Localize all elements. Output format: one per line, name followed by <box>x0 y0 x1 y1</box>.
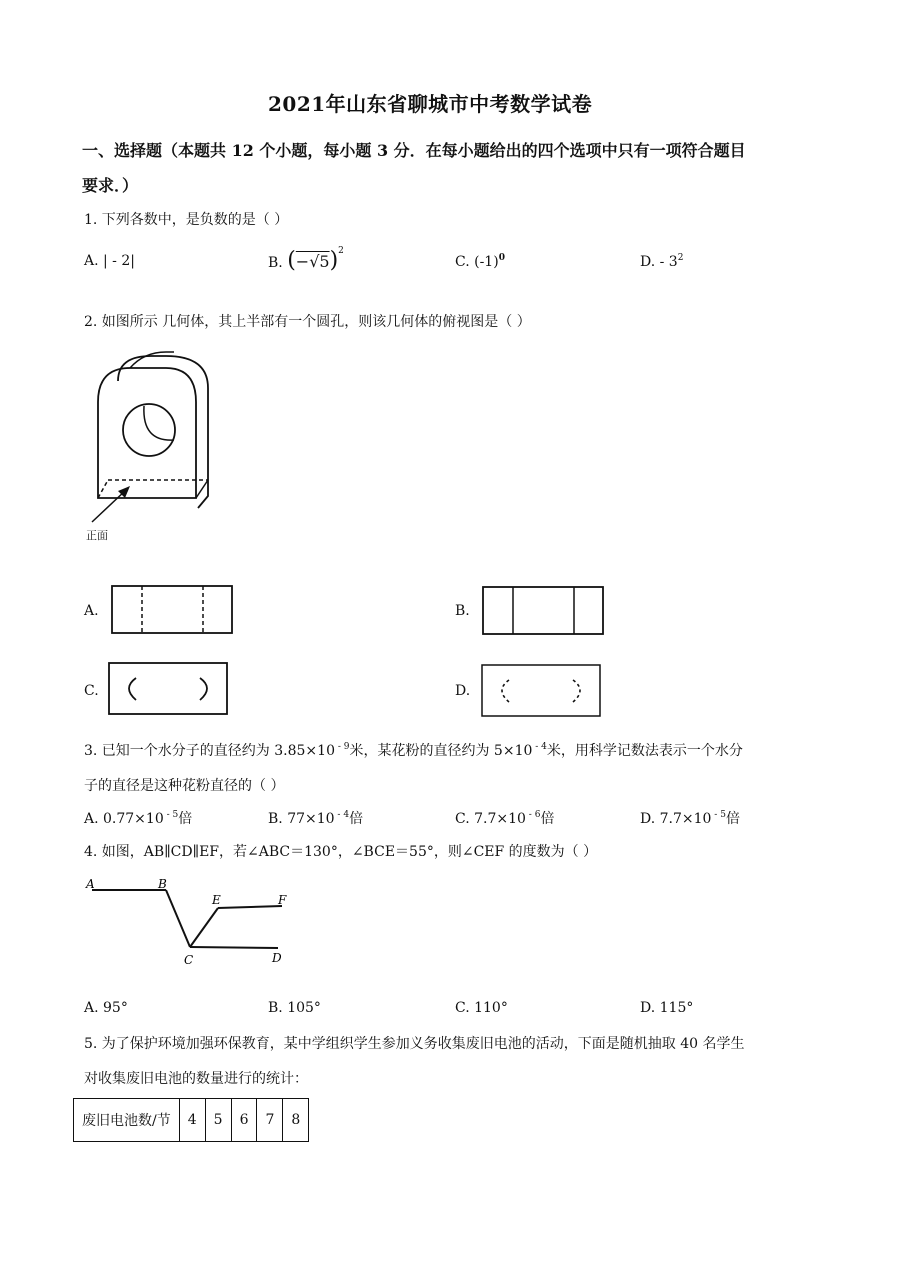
question-2-stem: 2. 如图所示 几何体，其上半部有一个圆孔，则该几何体的俯视图是（ ） <box>84 314 531 330</box>
q3-c-exp: - 6 <box>525 810 541 820</box>
table-cell: 5 <box>205 1099 231 1142</box>
angle-figure <box>84 872 304 972</box>
q3-part3: 米，用科学记数法表示一个水分 <box>546 743 743 759</box>
point-a-label: A <box>86 877 95 891</box>
q3-b-text: B. 77×10 <box>268 811 335 827</box>
question-1-option-c <box>455 253 505 270</box>
point-b-label: B <box>158 877 167 891</box>
q3-b-exp: - 4 <box>334 810 350 820</box>
battery-count-table <box>73 1098 309 1142</box>
point-e-label: E <box>212 893 221 907</box>
option-c-exponent: 0 <box>498 253 505 263</box>
point-c-label: C <box>184 953 194 967</box>
q3-a-suffix: 倍 <box>178 811 193 827</box>
point-f-label: F <box>278 893 287 907</box>
section-heading-line2: 要求．） <box>82 176 139 195</box>
question-4-option-c: C. 110° <box>455 1000 508 1016</box>
question-4-option-b: B. 105° <box>268 1000 321 1016</box>
question-3-option-c <box>455 808 554 828</box>
question-5-line1: 5. 为了保护环境加强环保教育，某中学组织学生参加义务收集废旧电池的活动，下面是随机抽取 40 名学生 <box>84 1036 745 1052</box>
q3-a-text: A. 0.77×10 <box>84 811 164 827</box>
table-cell: 4 <box>179 1099 205 1142</box>
option-b-close-paren: ) <box>329 248 339 273</box>
q3-c-suffix: 倍 <box>540 811 555 827</box>
option-d-exponent: 2 <box>677 253 684 263</box>
question-2-option-d-figure <box>481 664 603 718</box>
front-label: 正面 <box>86 529 108 542</box>
option-b-radical: −√5 <box>295 252 330 271</box>
question-4-option-a: A. 95° <box>84 1000 128 1016</box>
q3-exp1: - 9 <box>334 742 350 752</box>
q3-exp2: - 4 <box>532 742 547 752</box>
page-title: 2021年山东省聊城市中考数学试卷 <box>268 92 593 116</box>
q3-b-suffix: 倍 <box>349 811 364 827</box>
question-3-option-d <box>640 808 740 828</box>
question-2-option-c-label: C. <box>84 683 99 699</box>
option-c-text: C. (-1) <box>455 254 499 270</box>
solid-figure <box>84 350 224 550</box>
point-d-label: D <box>272 951 282 965</box>
question-1-option-b <box>268 246 344 273</box>
q3-d-exp: - 5 <box>711 810 726 820</box>
q3-a-exp: - 5 <box>163 810 179 820</box>
question-1-option-d <box>640 253 683 270</box>
q3-d-text: D. 7.7×10 <box>640 811 712 827</box>
question-4-stem: 4. 如图，AB∥CD∥EF，若∠ABC＝130°，∠BCE＝55°，则∠CEF 的度数为（ ） <box>84 844 598 860</box>
question-3-line2: 子的直径是这种花粉直径的（ ） <box>84 778 285 794</box>
question-1-option-a: A. | - 2| <box>84 253 135 269</box>
option-d-text: D. - 3 <box>640 254 678 270</box>
question-2-option-d-label: D. <box>455 683 471 699</box>
option-b-exponent: 2 <box>338 246 344 256</box>
section-heading-line1: 一、选择题（本题共 12 个小题，每小题 3 分．在每小题给出的四个选项中只有一项符合题目 <box>82 141 746 160</box>
option-b-prefix: B. <box>268 255 283 271</box>
question-3-option-a <box>84 808 192 828</box>
q3-c-text: C. 7.7×10 <box>455 811 526 827</box>
question-2-option-a-figure <box>111 585 233 635</box>
q3-part2: 米，某花粉的直径约为 5×10 <box>349 743 533 759</box>
table-row <box>74 1099 309 1142</box>
question-2-option-b-figure <box>482 586 604 636</box>
option-b-expression: ( <box>287 248 296 273</box>
question-3-line1 <box>84 740 743 760</box>
question-2-option-c-figure <box>108 662 230 716</box>
question-5-line2: 对收集废旧电池的数量进行的统计： <box>84 1071 308 1087</box>
question-2-option-a-label: A. <box>84 603 99 619</box>
table-cell: 7 <box>257 1099 283 1142</box>
question-3-option-b <box>268 808 363 828</box>
q3-d-suffix: 倍 <box>725 811 740 827</box>
q3-part1: 3. 已知一个水分子的直径约为 3.85×10 <box>84 743 335 759</box>
question-2-option-b-label: B. <box>455 603 470 619</box>
table-header-cell: 废旧电池数/节 <box>74 1099 180 1142</box>
question-4-option-d: D. 115° <box>640 1000 694 1016</box>
question-1-stem: 1. 下列各数中，是负数的是（ ） <box>84 212 289 228</box>
table-cell: 6 <box>231 1099 257 1142</box>
table-cell: 8 <box>283 1099 309 1142</box>
